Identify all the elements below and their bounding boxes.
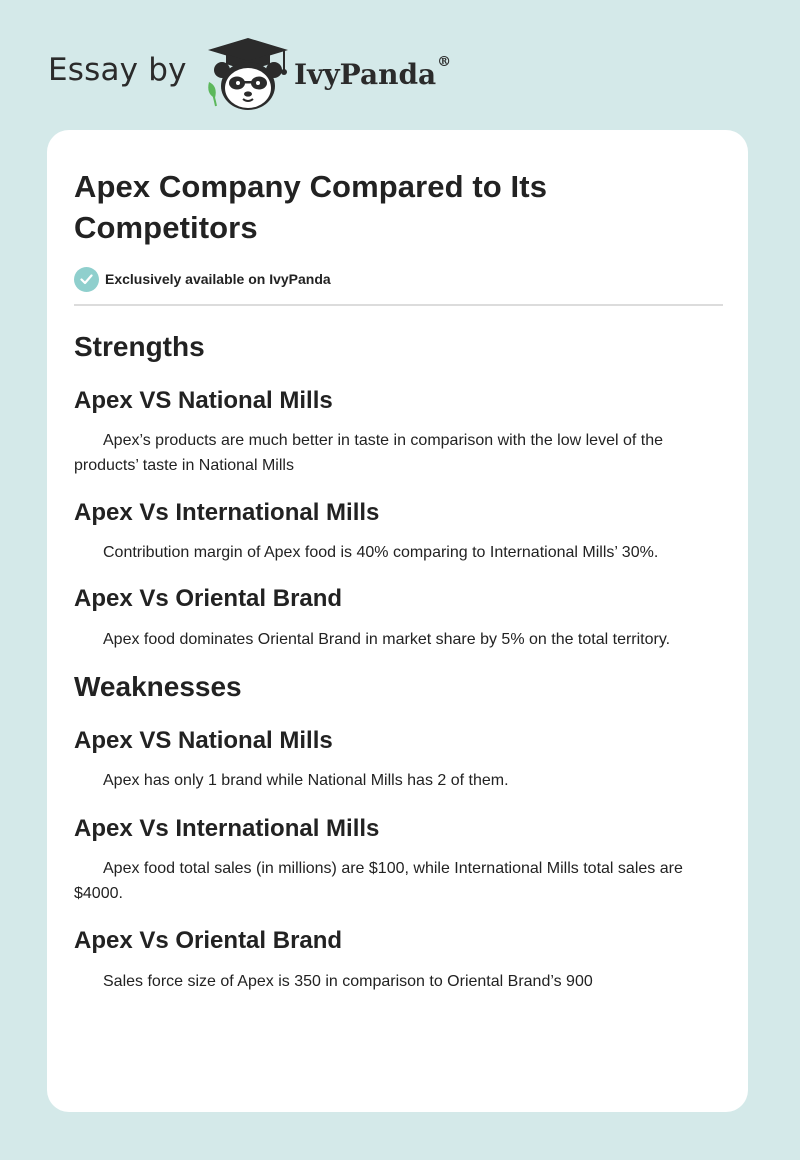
site-header <box>48 34 468 114</box>
subsection-title: Apex VS National Mills <box>74 387 333 414</box>
section-title-strengths: Strengths <box>74 331 205 362</box>
subsection-paragraph: Apex food total sales (in millions) are $100, while International Mills total sales are $4000. <box>74 860 683 902</box>
section-title-weaknesses: Weaknesses <box>74 671 242 702</box>
subsection-title: Apex Vs International Mills <box>74 815 380 842</box>
subsection-title: Apex Vs Oriental Brand <box>74 585 343 612</box>
title-divider <box>74 304 723 306</box>
check-icon <box>74 267 99 292</box>
subsection-title: Apex Vs International Mills <box>74 499 380 526</box>
brand-name-text: IvyPanda <box>294 58 437 91</box>
subsection-paragraph: Apex has only 1 brand while National Mills has 2 of them. <box>103 772 509 789</box>
essay-card <box>47 130 748 1112</box>
subsection-paragraph: Apex’s products are much better in taste in comparison with the low level of the products’ taste in National Mills <box>74 432 663 474</box>
exclusive-badge <box>74 266 723 292</box>
subsection-paragraph: Sales force size of Apex is 350 in comparison to Oriental Brand’s 900 <box>103 973 593 990</box>
registered-mark: ® <box>437 54 452 70</box>
essay-by-label: Essay by <box>48 52 187 88</box>
essay-title: Apex Company Compared to Its Competitors <box>74 169 548 245</box>
subsection-title: Apex Vs Oriental Brand <box>74 927 343 954</box>
panda-graduate-icon[interactable] <box>202 36 294 112</box>
subsection-paragraph: Contribution margin of Apex food is 40% comparing to International Mills’ 30%. <box>103 544 659 561</box>
ivypanda-wordmark[interactable] <box>294 54 452 91</box>
exclusive-badge-text: Exclusively available on IvyPanda <box>105 271 331 287</box>
essay-content <box>74 166 723 994</box>
subsection-title: Apex VS National Mills <box>74 727 333 754</box>
subsection-paragraph: Apex food dominates Oriental Brand in market share by 5% on the total territory. <box>103 631 671 648</box>
